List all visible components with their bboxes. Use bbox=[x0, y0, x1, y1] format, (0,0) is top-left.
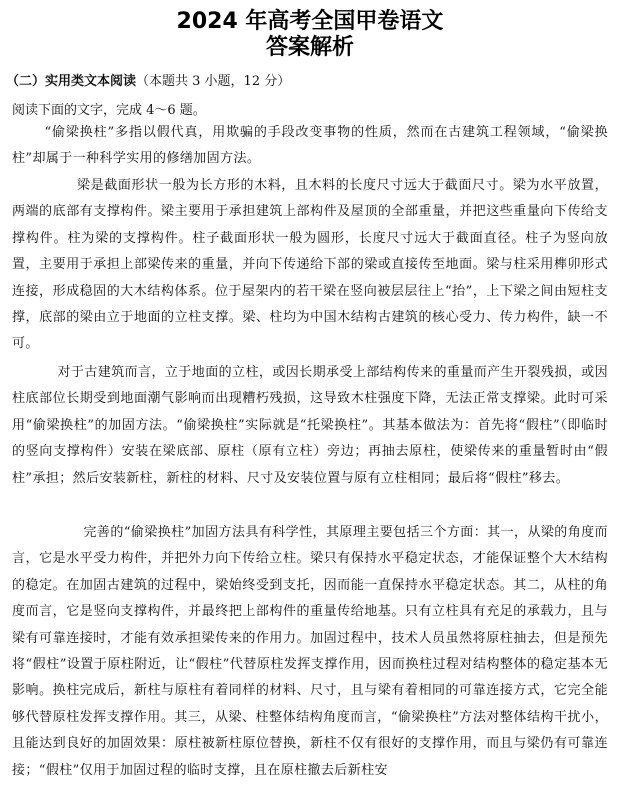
document-title: 2024 年高考全国甲卷语文 bbox=[176, 9, 444, 34]
section-heading-note: （本题共 3 小题，12 分） bbox=[136, 74, 291, 89]
paragraph: “偷梁换柱”多指以假代真，用欺骗的手段改变事物的性质，然而在古建筑工程领域，“偷梁换柱”却属于一种科学实用的修缮加固方法。 bbox=[12, 125, 608, 167]
section-heading bbox=[6, 70, 290, 89]
paragraph: 对于古建筑而言，立于地面的立柱，或因长期承受上部结构传来的重量而产生开裂残损，或因柱底部位长期受到地面潮气影响而出现糟朽残损，这导致木柱强度下降，无法正常支撑梁。此时可采用“偷梁换柱”的加固方法。“偷梁换柱”实际就是“托梁换柱”。其基本做法为：首先将“假柱”（即临时的竖向支撑构件）安装在梁底部、原柱（原有立柱）旁边；再抽去原柱，使梁传来的重量暂时由“假柱”承担；然后安装新柱，新柱的材料、尺寸及安装位置与原有立柱相同；最后将“假柱”移去。 bbox=[12, 365, 608, 486]
section-heading-label: （二）实用类文本阅读 bbox=[6, 74, 137, 89]
paragraph: 完善的“偷梁换柱”加固方法具有科学性，其原理主要包括三个方面：其一，从梁的角度而言，它是水平受力构件，并把外力向下传给立柱。梁只有保持水平稳定状态，才能保证整个大木结构的稳定。在加固古建筑的过程中，梁始终受到支托，因而能一直保持水平稳定状态。其二，从柱的角度而言，它是竖向支撑构件，并最终把上部构件的重量传给地基。只有立柱具有充足的承载力，且与梁有可靠连接时，才能有效承担梁传来的作用力。加固过程中，技术人员虽然将原柱抽去，但是预先将“假柱”设置于原柱附近，让“假柱”代替原柱发挥支撑作用，因而换柱过程对结构整体的稳定基本无影响。换柱完成后，新柱与原柱有着同样的材料、尺寸，且与梁有着相同的可靠连接方式，它完全能够代替原柱发挥支撑作用。其三，从梁、柱整体结构角度而言，“偷梁换柱”方法对整体结构干扰小，且能达到良好的加固效果：原柱被新柱原位替换，新柱不仅有很好的支撑作用，而且与梁仍有可靠连接；“假柱”仅用于加固过程的临时支撑，且在原柱撤去后新柱安 bbox=[12, 525, 608, 778]
paragraph: 梁是截面形状一般为长方形的木料，且木料的长度尺寸远大于截面尺寸。梁为水平放置，两端的底部有支撑构件。梁主要用于承担建筑上部构件及屋顶的全部重量，并把这些重量向下传给支撑构件。柱为梁的支撑构件。柱子截面形状一般为圆形，长度尺寸远大于截面直径。柱子为竖向放置，主要用于承担上部梁传来的重量，并向下传递给下部的梁或直接传至地面。梁与柱采用榫卯形式连接，形成稳固的大木结构体系。位于屋架内的若干梁在竖向被层层往上“抬”，上下梁之间由短柱支撑，底部的梁由立于地面的立柱支撑。梁、柱均为中国木结构古建筑的核心受力、传力构件，缺一不可。 bbox=[12, 178, 608, 352]
reading-instruction: 阅读下面的文字，完成 4～6 题。 bbox=[12, 103, 206, 118]
document-subtitle: 答案解析 bbox=[265, 35, 354, 60]
